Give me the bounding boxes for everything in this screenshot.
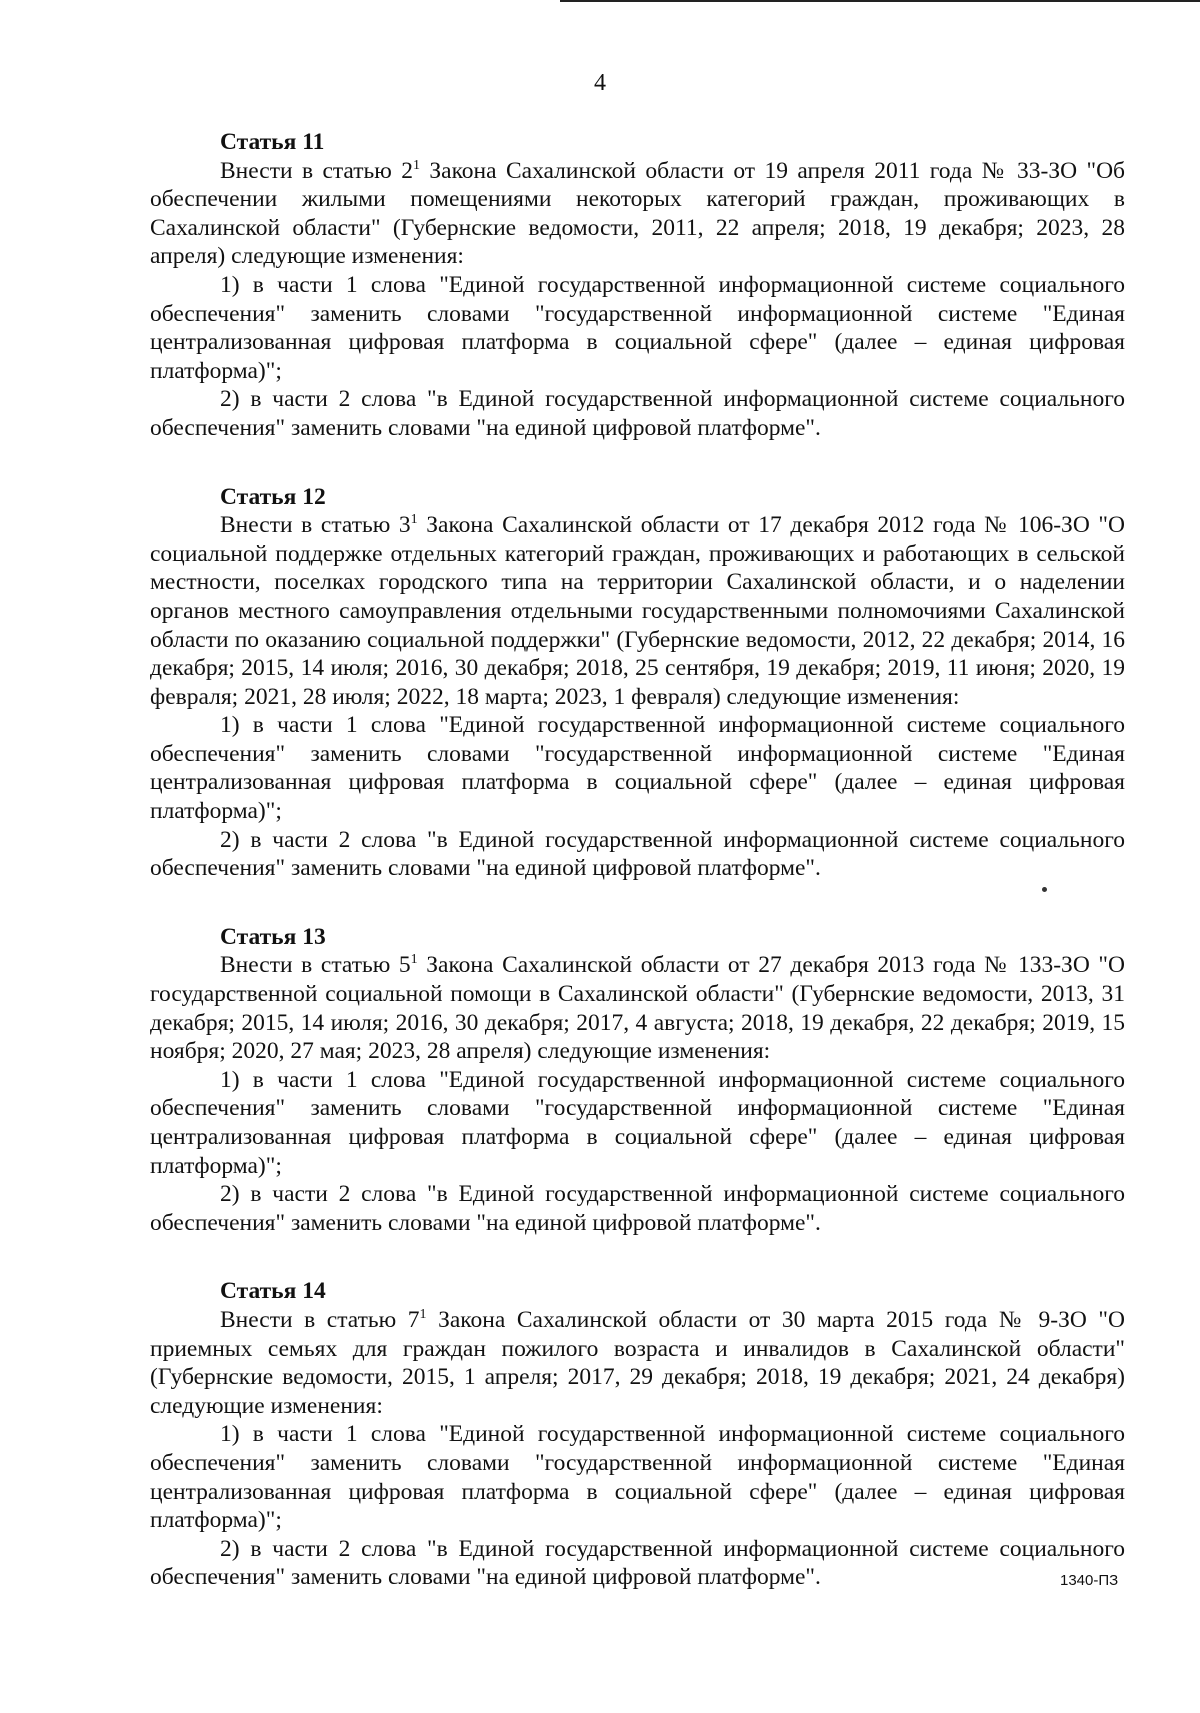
article-intro	[150, 157, 1125, 271]
article-intro	[150, 951, 1125, 1065]
article-item-2: 2) в части 2 слова "в Единой государственной информационной системе социального обеспечения" заменить словами "на единой цифровой платформе".	[150, 1181, 1125, 1236]
article-14	[150, 1277, 1125, 1592]
article-item-2: 2) в части 2 слова "в Единой государственной информационной системе социального обеспечения" заменить словами "на единой цифровой платформе".	[150, 1535, 1125, 1591]
superscript: 1	[412, 157, 420, 173]
intro-text: Внести в статью 5	[220, 952, 411, 979]
article-item-1: 1) в части 1 слова "Единой государственной информационной системе социального обеспечения" заменить словами "государственной информационной системе "Единая централизованная цифровая платформа в социальной сфере" (далее – единая цифровая платформа)";	[150, 271, 1125, 384]
intro-text: Внести в статью 2	[220, 157, 413, 184]
superscript: 1	[419, 1307, 427, 1323]
intro-text-continued: Закона Сахалинской области от 30 марта 2015 года № 9-ЗО "О приемных семьях для граждан пожилого возраста и инвалидов в Сахалинской области" (Губернские ведомости, 2015, 1 апреля; 2017, 29 декабря; 2018, 19 декабря; 2021, 24 декабря) следующие изменения:	[150, 1306, 1125, 1419]
article-12	[150, 483, 1125, 883]
article-title: Статья 11	[220, 129, 325, 155]
article-item-1: 1) в части 1 слова "Единой государственной информационной системе социального обеспечения" заменить словами "государственной информационной системе "Единая централизованная цифровая платформа в социальной сфере" (далее – единая цифровая платформа)";	[150, 712, 1125, 825]
article-13	[150, 923, 1125, 1238]
intro-text-continued: Закона Сахалинской области от 19 апреля 2011 года № 33-ЗО "Об обеспечении жилыми помещениями некоторых категорий граждан, проживающих в Сахалинской области" (Губернские ведомости, 2011, 22 апреля; 2018, 19 декабря; 2023, 28 апреля) следующие изменения:	[150, 157, 1126, 270]
article-item-1: 1) в части 1 слова "Единой государственной информационной системе социального обеспечения" заменить словами "государственной информационной системе "Единая централизованная цифровая платформа в социальной сфере" (далее – единая цифровая платформа)";	[150, 1421, 1125, 1534]
article-11	[150, 128, 1125, 443]
document-code: 1340-ПЗ	[1060, 1572, 1119, 1589]
article-item-2: 2) в части 2 слова "в Единой государственной информационной системе социального обеспечения" заменить словами "на единой цифровой платформе".	[150, 826, 1125, 882]
intro-text-continued: Закона Сахалинской области от 17 декабря 2012 года № 106-ЗО "О социальной поддержке отдельных категорий граждан, проживающих и работающих в сельской местности, поселках городского типа на территории Сахалинской области, и о наделении органов местного самоуправления отдельными государственными полномочиями Сахалинской области по оказанию социальной поддержки" (Губернские ведомости, 2012, 22 декабря; 2014, 16 декабря; 2015, 14 июля; 2016, 30 декабря; 2018, 25 сентября, 19 декабря; 2019, 11 июня; 2020, 19 февраля; 2021, 28 июля; 2022, 18 марта; 2023, 1 февраля) следующие изменения:	[150, 512, 1125, 710]
article-item-1: 1) в части 1 слова "Единой государственной информационной системе социального обеспечения" заменить словами "государственной информационной системе "Единая централизованная цифровая платформа в социальной сфере" (далее – единая цифровая платформа)";	[150, 1066, 1125, 1179]
intro-text: Внести в статью 3	[220, 512, 411, 539]
article-intro	[150, 1306, 1125, 1420]
scan-edge-line	[560, 0, 1200, 2]
article-title: Статья 12	[220, 483, 326, 510]
document-body	[150, 128, 1125, 1632]
article-intro	[150, 511, 1125, 711]
page-number: 4	[594, 70, 606, 96]
article-title: Статья 14	[220, 1278, 326, 1305]
article-item-2: 2) в части 2 слова "в Единой государственной информационной системе социального обеспечения" заменить словами "на единой цифровой платформе".	[150, 386, 1125, 441]
intro-text: Внести в статью 7	[220, 1306, 420, 1333]
scan-speck	[1042, 887, 1047, 892]
superscript: 1	[410, 952, 418, 968]
intro-text-continued: Закона Сахалинской области от 27 декабря 2013 года № 133-ЗО "О государственной социальной помощи в Сахалинской области" (Губернские ведомости, 2013, 31 декабря; 2015, 14 июля; 2016, 30 декабря; 2017, 4 августа; 2018, 19 декабря, 22 декабря; 2019, 15 ноября; 2020, 27 мая; 2023, 28 апреля) следующие изменения:	[150, 952, 1125, 1065]
superscript: 1	[410, 512, 418, 528]
article-title: Статья 13	[220, 923, 326, 950]
